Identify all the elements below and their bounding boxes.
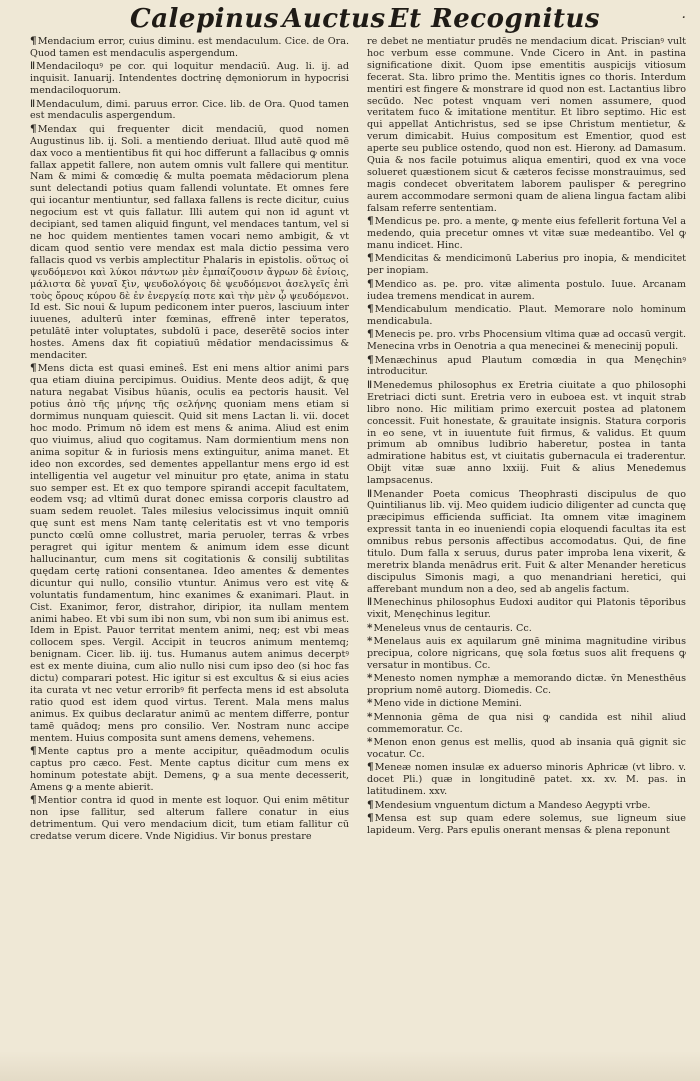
entry-paragraph-mark: ¶ xyxy=(30,122,37,135)
entry-paragraph-mark: ¶ xyxy=(30,36,37,47)
entry-paragraph-mark: ¶ xyxy=(30,362,37,375)
right-column xyxy=(367,36,686,1036)
entry-paragraph-mark: ¶ xyxy=(367,761,374,774)
entry-text: Mendax qui frequenter dicit mendaciū, quod nomen Augustinus lib. ij. Soli. a mentiendo deriuat. Illud autē quod mē dax voco a mentientibus fit qui hoc differunt a fallacibus ꝙ omnis fallax appetit fallere, non autem omnis vult fallere qui mentitur. Nam & mimi & comœdię & multa poemata mēdaciorum plena sunt delectandi potius quam fallendi voluntate. Et omnes fere qui iocantur mentiuntur, sed fallaxa fallens is recte dicitur, cuius negocium est vt quis fallatur. Illi autem qui non id agunt vt decipiant, sed tamen aliquid fingunt, vel mendaces tantum, vel si ne hoc quidem mentientes tamen vocari nemo ambigit, & vt dicam quod sentio vere mendax est mala dictio pessima vero fallacis quod vs verbis amplectitur Phalaris in epistolis. οὕτως οἱ ψευδόμενοι καὶ λύκοι πάντων μὲν ἐμπαίζουσιν ἄγρων δὲ ἐνίοις, μάλιστα δὲ γυναῖ ξὶν, ψευδολόγοις δὲ ψευδόμενοι ἀσελγεῖς ἐπὶ τοὺς ὄρους κύρου δὲ ἐν ἐνεργείᾳ ποτε καὶ τὴν μὲν ᾧ ψευδόμενοι. Id est. Sic noui & lupum pediconem inter pueros, lasciuum inter iuuenes, adulterū inter fœminas, effrenē inter teperatos, petulātē inter voluptates, subdolū i pace, deserētē socios inter hostes. Amens dax fit copiatiuū mēdatior mendacissimus & mendaciter. xyxy=(30,123,349,362)
entry-text: Menechinus philosophus Eudoxi auditor qui Platonis tēporibus vixit, Menęchinus legitur. xyxy=(367,597,686,621)
entry-text: Mendicus pe. pro. a mente, ꝙ mente eius fefellerit fortuna Vel a medendo, quia precetur omnes vt vitæ suæ medeantibo. Vel ꝙ manu indicet. Hinc. xyxy=(367,216,686,251)
entry-text: Menæchinus apud Plautum comœdia in qua Menęchinꝰ introducitur. xyxy=(367,354,686,378)
entry-text: Menecis pe. pro. vrbs Phocensium vltima quæ ad occasū vergit. Menecina vrbs in Oenotria a qua menecinei & menecinij populi. xyxy=(367,329,686,353)
entry-paragraph-mark: * xyxy=(367,621,373,634)
entry-text: Mennonia gēma de qua nisi ꝙ candida est nihil aliud commemoratur. Cc. xyxy=(367,711,686,735)
running-head-left: Calepinus xyxy=(130,4,279,34)
entry-paragraph-mark: * xyxy=(367,634,373,647)
dictionary-entry xyxy=(367,800,686,812)
entry-paragraph-mark: ¶ xyxy=(367,798,374,811)
dictionary-entry xyxy=(367,813,686,837)
dictionary-entry xyxy=(367,329,686,353)
entry-paragraph-mark: ǁ xyxy=(367,487,373,500)
text-columns xyxy=(30,36,686,1036)
dictionary-entry xyxy=(30,746,349,794)
dictionary-entry xyxy=(30,61,349,97)
dictionary-entry xyxy=(367,489,686,596)
entry-text: Menesto nomen nymphæ a memorando dictæ. v̄n Menesthēus proprium nomē autorg. Diomedis. Cc. xyxy=(367,673,686,697)
entry-text: Meneleus vnus de centauris. Cc. xyxy=(373,622,532,634)
dictionary-entry xyxy=(367,623,686,635)
entry-paragraph-mark: ¶ xyxy=(30,794,37,807)
entry-text: Menon enon genus est mellis, quod ab insania quā gignit sic vocatur. Cc. xyxy=(367,737,686,761)
entry-paragraph-mark: ¶ xyxy=(367,252,374,265)
entry-text: Mentior contra id quod in mente est loquor. Qui enim mētitur non ipse fallitur, sed alterum fallere conatur in eius detrimentum. Qui vero mendacium dicit, tum etiam fallitur cū credatse verum dicere. Vnde Nigidius. Vir bonus prestare xyxy=(30,795,349,842)
entry-text: Mendico as. pe. pro. vitæ alimenta postulo. Iuue. Arcanam iudea tremens mendicat in aurem. xyxy=(367,278,686,302)
dictionary-entry xyxy=(367,712,686,736)
entry-text: Mendaciloquꝰ pe cor. qui loquitur mendaciū. Aug. li. ij. ad inquisit. Ianuarij. Intendentes doctrinę dęmoniorum in hypocrisi mendaciloquorum. xyxy=(30,61,349,97)
dictionary-entry xyxy=(367,253,686,277)
entry-paragraph-mark: ¶ xyxy=(367,328,374,341)
dictionary-entry xyxy=(30,795,349,843)
entry-paragraph-mark: * xyxy=(367,672,373,685)
entry-text: Mens dicta est quasi emineŝ. Est eni mens altior animi pars qua etiam diuina percipimus. Ouidius. Mente deos adijt, & quę natura negabat Visibus hūanis, oculis ea pectoris hausit. Vel potius ἀπὸ τῆς μήνης τῆς σελήνης quoniam mens etiam si dormimus nunquam quiescit. Quid sit mens Lactan li. vii. docet hoc modo. Primum nō idem est mens & anima. Aliud est enim quo viuimus, aliud quo cogitamus. Nam dormientium mens non anima sopitur & in furiosis mens extinguitur, anima manet. Et ideo non excordes, sed dementes appellantur mens ergo id est intelligentia vel augetur vel minuitur pro ętate, anima in statu suo semper est. Et ex quo tempore spirandi accepit facultatem, eodem vsq; ad vltimū durat donec emissa corporis claustro ad suam sedem reuolet. Tales milesius velocissimus inquit omniū quę sunt est mens Nam tantę celeritatis est vt vno temporis puncto cœlū omne collustret, maria peruoler, terras & vrbes peragret qui igitur mentem & animum idem esse dicunt hallucinantur, cum mens sit cogitationis & consilij subtilitas quędam certę rationi consentanea. Ideo amentes & dementes dicuntur qui nullo, consilio vtuntur. Animus vero est vitę & voluntatis fundamentum, hinc exanimes & exanimari. Plaut. in Cist. Exanimor, feror, distrahor, diripior, ita nullam mentem animi habeo. Et vbi sum ibi non sum, vbi non sum ibi animus est. Idem in Epist. Pauor territat mentem animi, neq; est vbi meas collocem spes. Vergil. Accipit in teucros animum mentemq; benignam. Cicer. lib. iij. tus. Humanus autem animus decerptꝰ est ex mente diuina, cum alio nullo nisi cum ipso deo (si hoc fas dictu) comparari potest. Hic igitur si est excultus & si eius acies ita curata vt nec vetur erroribꝰ fit perfecta mens id est absoluta ratio quod est idem quod virtus. Terent. Mala mens malus animus. Ex quibus declaratur animū ac mentem differre, pontur tamē quādoq; mens pro consilio. Ver. Nostram nunc accipe mentem. Huius composita sunt amens demens, vehemens. xyxy=(30,363,349,744)
entry-text: Mendesium vnguentum dictum a Mandeso Aegypti vrbe. xyxy=(374,799,651,811)
dictionary-entry xyxy=(30,363,349,744)
entry-text: Mendaculum, dimi. paruus error. Cice. lib. de Ora. Quod tamen est mendaculis aspergendum. xyxy=(30,98,349,122)
entry-text: Menedemus philosophus ex Eretria ciuitate a quo philosophi Eretriaci dicti sunt. Eretria vero in euboea est. vt inquit strab libro nono. Hic militiam primo exercuit postea ad platonem concessit. Fuit honestate, & grauitate insignis. Statura corporis in eo sene, vt in iuuentute fuit firmus, & validus. Et quum primum ab omnibus ludibrio haberetur, postea in tanta admiratione habitus est, vt ciuitatis gubernacula ei traderentur. Obijt vitæ suæ anno lxxiij. Fuit & alius Menedemus lampsacenus. xyxy=(367,379,686,487)
dictionary-entry xyxy=(367,673,686,697)
entry-text: Mendicitas & mendicimonū Laberius pro inopia, & mendicitet per inopiam. xyxy=(367,253,686,277)
entry-text: re debet ne mentiatur prudēs ne mendacium dicat. Priscianꝰ vult hoc verbum esse commune. Vnde Cicero in Ant. in pastina significatione dixit. Quom ipse ementitis auspicijs vitiosum fecerat. Sta. libro primo the. Mentitis ignes co thoris. Interdum mentiri est fingere & monstrare id quod non est. Lactantius libro secūdo. Nec potest vnquam veri nomen assumere, quod veritatem fuco & imitatione mentitur. Et libro septimo. Hic est qui appellat Antichristus, sed se ipse Christum mentietur, & verum dimicabit. Huius compositum est Ementior, quod est aperte seu publice ostendo, quod non est. Hierony. ad Damasum. Quia & nos facile potuimus aliqua ementiri, quod ex vna voce solueret quæstionem sicut & cæteros fecisse monstrauimus, sed magis condecet obveritatem laborem paulisper & peregrino aurem accommodare sermoni quam de aliena lingua factam alibi falsam referre sententiam. xyxy=(367,36,686,214)
entry-paragraph-mark: ¶ xyxy=(367,277,374,290)
dictionary-entry xyxy=(367,698,686,710)
dictionary-entry xyxy=(30,36,349,60)
dictionary-entry xyxy=(367,762,686,798)
dictionary-entry xyxy=(367,597,686,621)
dictionary-entry xyxy=(367,636,686,672)
dictionary-entry xyxy=(367,737,686,761)
entry-paragraph-mark: * xyxy=(367,736,373,749)
dictionary-entry xyxy=(367,216,686,252)
entry-text: Menelaus auis ex aquilarum gnē minima magnitudine viribus precipua, colore nigricans, quę sola fœtus suos alit frequens ꝙ versatur in montibus. Cc. xyxy=(367,635,686,671)
running-head xyxy=(130,4,600,34)
entry-text: Meno vide in dictione Memini. xyxy=(373,698,522,710)
entry-paragraph-mark: * xyxy=(367,697,373,710)
entry-paragraph-mark: * xyxy=(367,710,373,723)
dictionary-entry xyxy=(367,279,686,303)
running-head-right: Et Recognitus xyxy=(388,4,600,34)
page-bottom-shadow xyxy=(0,1051,700,1081)
entry-paragraph-mark: ǁ xyxy=(367,596,373,609)
entry-paragraph-mark: ¶ xyxy=(367,353,374,366)
entry-text: Mendacium error, cuius diminu. est mendaculum. Cice. de Ora. Quod tamen est mendaculis aspergendum. xyxy=(30,36,349,59)
entry-paragraph-mark: ¶ xyxy=(30,744,37,757)
entry-paragraph-mark: ǁ xyxy=(30,97,36,110)
dictionary-entry xyxy=(367,304,686,328)
running-head-center: Auctus xyxy=(282,4,386,34)
entry-paragraph-mark: ¶ xyxy=(367,215,374,228)
entry-text: Mensa est sup quam edere solemus, sue ligneum siue lapideum. Verg. Pars epulis onerant mensas & plena reponunt xyxy=(367,813,686,836)
dictionary-entry xyxy=(367,355,686,379)
entry-paragraph-mark: ¶ xyxy=(367,302,374,315)
entry-text: Meneæ nomen insulæ ex aduerso minoris Aphricæ (vt libro. v. docet Pli.) quæ in longitudinē patet. xx. xv. M. pas. in latitudinem. xxv. xyxy=(367,762,686,798)
dictionary-entry xyxy=(30,124,349,362)
entry-text: Mendicabulum mendicatio. Plaut. Memorare nolo hominum mendicabula. xyxy=(367,303,686,327)
entry-text: Mente captus pro a mente accipitur, quēadmodum oculis captus pro cæco. Fest. Mente captus dicitur cum mens ex hominum potestate abijt. Demens, ꝙ a sua mente decesserit, Amens ꝙ a mente abierit. xyxy=(30,745,349,793)
entry-paragraph-mark: ǁ xyxy=(30,60,36,73)
dictionary-entry xyxy=(367,380,686,487)
left-column xyxy=(30,36,349,1036)
page-signature: . xyxy=(681,6,686,22)
entry-paragraph-mark: ¶ xyxy=(367,812,374,825)
entry-text: Menander Poeta comicus Theophrasti discipulus de quo Quintilianus lib. vij. Meo quidem iudicio diligenter ad cuncta quę præcipimus efficienda sufficiat. Ita omnem vitæ imaginem expressit tanta in eo inueniendi copia eloquendi facultas ita est omnibus rebus personis affectibus accomodatus. Qui, de fine titulo. Dum falla x seruus, durus pater improba lena vixerit, & meretrix blanda menādrus erit. Fuit & alter Menander hereticus discipulus Simonis magi, a quo menandriani heretici, qui afferebant mundum non a deo, sed ab angelis factum. xyxy=(367,488,686,595)
dictionary-entry xyxy=(30,99,349,123)
dictionary-entry xyxy=(367,36,686,215)
entry-paragraph-mark: ǁ xyxy=(367,378,373,391)
